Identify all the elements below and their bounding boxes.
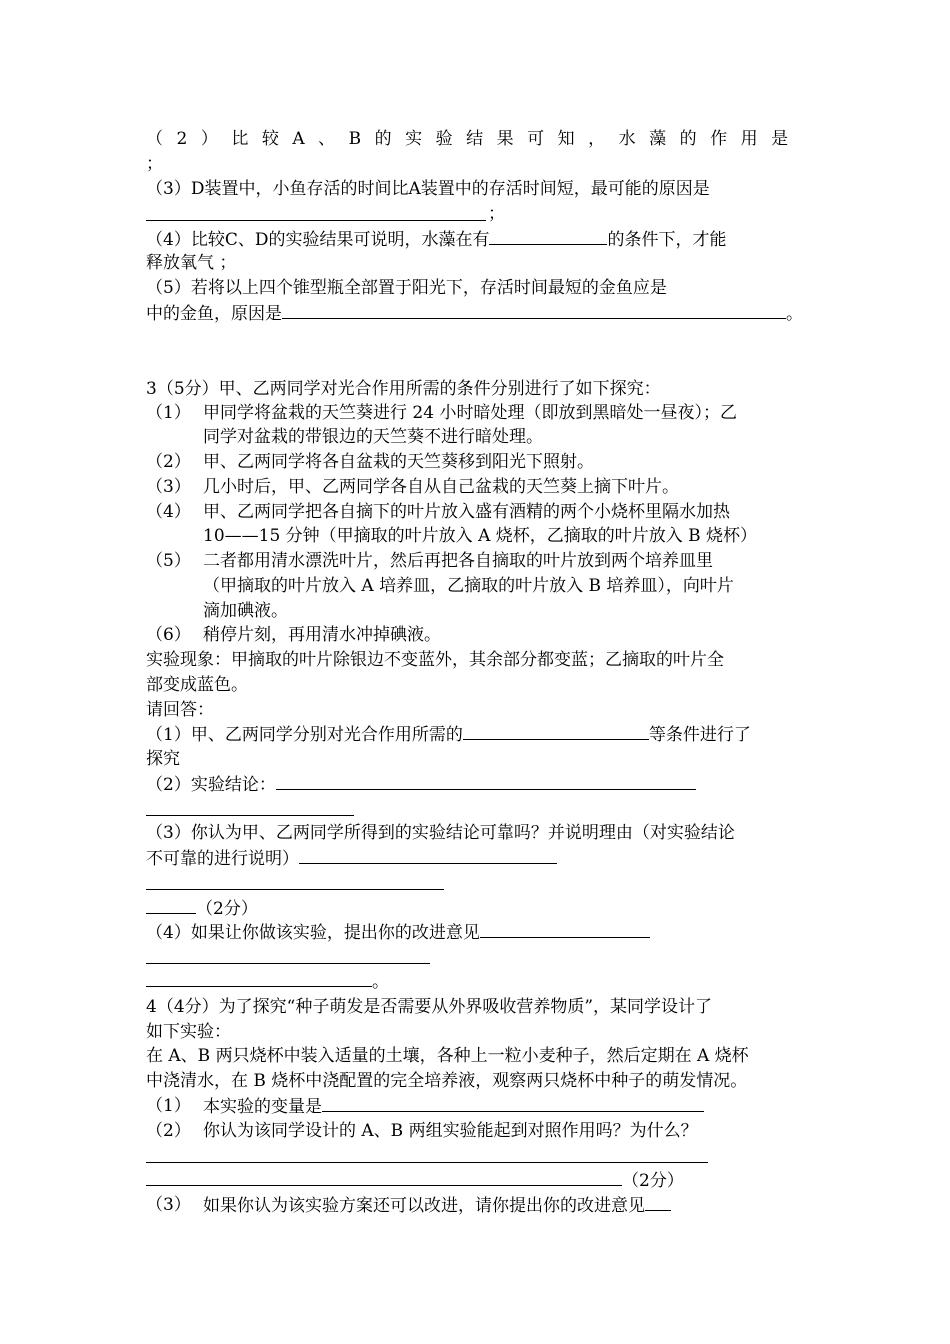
- q3-answer-prompt: 请回答：: [146, 700, 214, 720]
- q3-step4-line2: 10——15 分钟（甲摘取的叶片放入 A 烧杯，乙摘取的叶片放入 B 烧杯）: [203, 526, 758, 546]
- q4-item3-num: （3）: [146, 1195, 191, 1215]
- q3-step2-num: （2）: [146, 452, 191, 472]
- q2-item2-tail: ；: [146, 154, 163, 174]
- q3-phenomenon-line1: 实验现象：甲摘取的叶片除银边不变蓝外，其余部分都变蓝；乙摘取的叶片全: [146, 650, 724, 670]
- q3-a2-blank[interactable]: [276, 773, 696, 790]
- q2-item3-tail: ；: [488, 204, 505, 224]
- q3-step1-line1: 甲同学将盆栽的天竺葵进行 24 小时暗处理（即放到黑暗处一昼夜）；乙: [203, 403, 737, 423]
- q3-a3-line1: （3）你认为甲、乙两同学所得到的实验结论可靠吗？并说明理由（对实验结论: [146, 823, 735, 843]
- q3-step6-line1: 稍停片刻，再用清水冲掉碘液。: [203, 625, 441, 645]
- q3-step3-line1: 几小时后，甲、乙两同学各自从自己盆栽的天竺葵上摘下叶片。: [203, 477, 679, 497]
- q2-item4-blank[interactable]: [489, 228, 607, 245]
- q2-item3-text: （3）D装置中，小鱼存活的时间比A装置中的存活时间短，最可能的原因是: [146, 179, 710, 199]
- q2-item4-line2: 释放氧气 ；: [146, 253, 237, 273]
- q3-a4-blank-2[interactable]: [146, 963, 430, 964]
- q3-a3-blank-2[interactable]: [146, 889, 444, 890]
- q4-item3-line: 如果你认为该实验方案还可以改进，请你提出你的改进意见: [203, 1194, 671, 1217]
- q3-phenomenon-line2: 部变成蓝色。: [146, 675, 248, 695]
- q3-title: 3（5分）甲、乙两同学对光合作用所需的条件分别进行了如下探究：: [146, 379, 661, 399]
- q3-step2-line1: 甲、乙两同学将各自盆栽的天竺葵移到阳光下照射。: [203, 452, 594, 472]
- q2-item2-text: （2）比较A、B的实验结果可知，水藻的作用是: [146, 129, 802, 149]
- q3-step4-num: （4）: [146, 502, 191, 522]
- q4-title-line1: 4（4分）为了探究“种子萌发是否需要从外界吸收营养物质”，某同学设计了: [146, 997, 713, 1017]
- q3-a3-line4: （2分）: [146, 897, 258, 920]
- q3-a1-blank[interactable]: [463, 723, 649, 740]
- q3-step4-line1: 甲、乙两同学把各自摘下的叶片放入盛有酒精的两个小烧杯里隔水加热: [203, 502, 730, 522]
- q4-item2-line: 你认为该同学设计的 A、B 两组实验能起到对照作用吗？为什么？: [203, 1121, 698, 1141]
- q3-a1-line1: （1）甲、乙两同学分别对光合作用所需的 等条件进行了: [146, 725, 751, 745]
- q3-a3-blank-3[interactable]: [146, 897, 196, 914]
- q4-body-line2: 中浇清水，在 B 烧杯中浇配置的完全培养液，观察两只烧杯中种子的萌发情况。: [146, 1071, 748, 1091]
- q3-step5-line3: 滴加碘液。: [203, 601, 288, 621]
- q3-a4-line1: （4）如果让你做该实验，提出你的改进意见: [146, 921, 650, 944]
- q3-step1-line2: 同学对盆栽的带银边的天竺葵不进行暗处理。: [203, 427, 543, 447]
- q4-item1-line: 本实验的变量是: [203, 1095, 704, 1118]
- q3-a4-blank-3[interactable]: [146, 970, 372, 987]
- q3-a3-line2: 不可靠的进行说明）: [146, 847, 557, 870]
- q4-item2-line3: （2分）: [146, 1169, 684, 1192]
- q3-step6-num: （6）: [146, 625, 191, 645]
- q4-item1-num: （1）: [146, 1096, 191, 1116]
- q4-item2-blank[interactable]: [146, 1162, 708, 1163]
- q3-a2-line1: （2）实验结论：: [146, 773, 696, 796]
- q4-body-line1: 在 A、B 两只烧杯中装入适量的土壤，各种上一粒小麦种子，然后定期在 A 烧杯: [146, 1046, 749, 1066]
- q2-item4-line1: （4）比较C、D的实验结果可说明，水藻在有 的条件下，才能: [146, 230, 727, 250]
- q3-step1-num: （1）: [146, 403, 191, 423]
- q4-item2-num: （2）: [146, 1121, 191, 1141]
- q4-item3-blank[interactable]: [645, 1194, 671, 1211]
- q3-step3-num: （3）: [146, 477, 191, 497]
- q2-item5-line2: 中的金鱼，原因是 。: [146, 304, 803, 324]
- q3-step5-line2: （甲摘取的叶片放入 A 培养皿，乙摘取的叶片放入 B 培养皿），向叶片: [203, 576, 734, 596]
- q3-a3-blank[interactable]: [299, 847, 557, 864]
- q3-step5-num: （5）: [146, 551, 191, 571]
- q3-step5-line1: 二者都用清水漂洗叶片，然后再把各自摘取的叶片放到两个培养皿里: [203, 551, 713, 571]
- q4-item1-blank[interactable]: [322, 1095, 704, 1112]
- q3-a4-blank[interactable]: [480, 921, 650, 938]
- q3-a4-line3: 。: [146, 970, 389, 993]
- q4-item2-blank-2[interactable]: [146, 1169, 622, 1186]
- q3-a1-line2: 探究: [146, 749, 180, 769]
- q2-item5-line1: （5）若将以上四个锥型瓶全部置于阳光下，存活时间最短的金鱼应是: [146, 278, 667, 298]
- q2-item5-blank[interactable]: [282, 302, 786, 319]
- q4-title-line2: 如下实验：: [146, 1022, 231, 1042]
- q2-item3-blank[interactable]: [146, 220, 486, 221]
- q3-a2-blank-2[interactable]: [146, 815, 354, 816]
